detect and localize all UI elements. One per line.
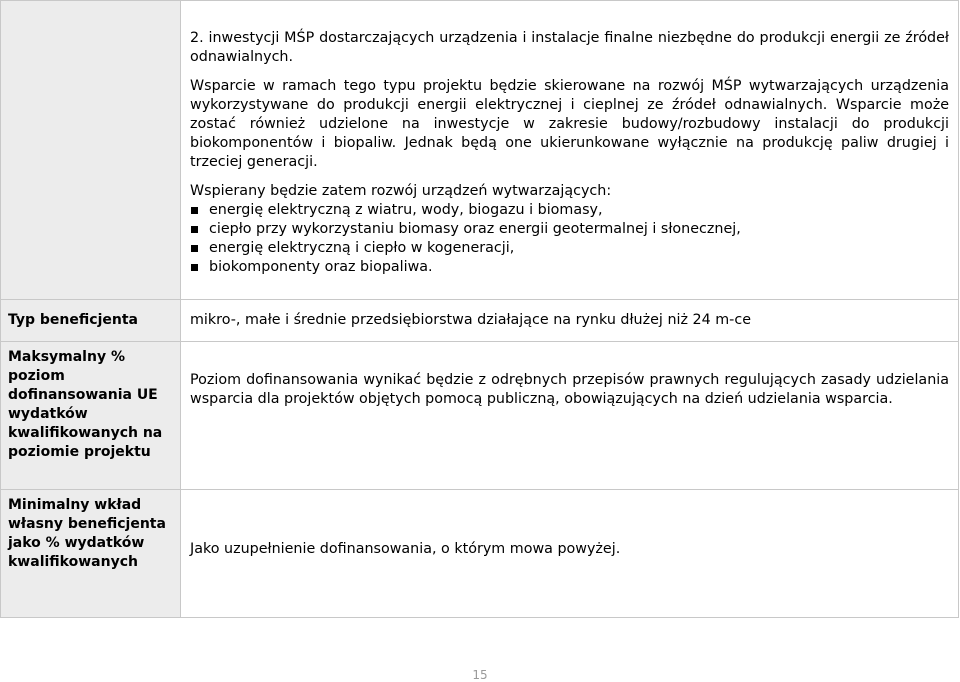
empty-label-cell	[1, 1, 181, 300]
list-item-text: energię elektryczną z wiatru, wody, biogazu i biomasy,	[209, 202, 603, 218]
max-cofinancing-label: Maksymalny % poziom dofinansowania UE wydatków kwalifikowanych na poziomie projektu	[8, 349, 163, 460]
item-2-text: 2. inwestycji MŚP dostarczających urządzenia i instalacje finalne niezbędne do produkcji energii ze źródeł odnawialnych.	[190, 30, 949, 65]
beneficiary-type-value-cell	[181, 300, 959, 342]
supported-list	[190, 201, 949, 277]
table-row	[1, 342, 959, 490]
list-item	[190, 220, 949, 239]
list-item	[190, 239, 949, 258]
table-row	[1, 490, 959, 618]
square-bullet-icon	[191, 207, 198, 214]
list-item-text: biokomponenty oraz biopaliwa.	[209, 259, 433, 275]
min-own-contribution-label-cell	[1, 490, 181, 618]
min-own-contribution-value: Jako uzupełnienie dofinansowania, o którym mowa powyżej.	[190, 541, 621, 557]
table-row	[1, 300, 959, 342]
list-item-text: energię elektryczną i ciepło w kogeneracji,	[209, 240, 515, 256]
supported-intro: Wspierany będzie zatem rozwój urządzeń wytwarzających:	[190, 183, 612, 199]
top-content-cell	[181, 1, 959, 300]
square-bullet-icon	[191, 264, 198, 271]
list-item-text: ciepło przy wykorzystaniu biomasy oraz energii geotermalnej i słonecznej,	[209, 221, 741, 237]
min-own-contribution-value-cell	[181, 490, 959, 618]
beneficiary-type-value: mikro-, małe i średnie przedsiębiorstwa działające na rynku dłużej niż 24 m-ce	[190, 312, 751, 328]
max-cofinancing-label-cell	[1, 342, 181, 490]
list-item	[190, 258, 949, 277]
square-bullet-icon	[191, 226, 198, 233]
page-number: 15	[472, 668, 488, 682]
support-paragraph: Wsparcie w ramach tego typu projektu będzie skierowane na rozwój MŚP wytwarzających urządzenia wykorzystywane do produkcji energii elektrycznej i cieplnej ze źródeł odnawialnych. Wsparcie może zostać również udzielone na inwestycje w zakresie budowy/rozbudowy instalacji do produkcji biokomponentów i biopaliw. Jednak będą one ukierunkowane wyłącznie na produkcję paliw drugiej i trzeciej generacji.	[190, 78, 949, 170]
beneficiary-type-label: Typ beneficjenta	[8, 312, 138, 328]
max-cofinancing-value: Poziom dofinansowania wynikać będzie z odrębnych przepisów prawnych regulujących zasady udzielania wsparcia dla projektów objętych pomocą publiczną, obowiązujących na dzień udzielania wsparcia.	[190, 372, 949, 407]
min-own-contribution-label: Minimalny wkład własny beneficjenta jako % wydatków kwalifikowanych	[8, 497, 166, 570]
beneficiary-type-label-cell	[1, 300, 181, 342]
max-cofinancing-value-cell	[181, 342, 959, 490]
square-bullet-icon	[191, 245, 198, 252]
list-item	[190, 201, 949, 220]
table-row	[1, 1, 959, 300]
